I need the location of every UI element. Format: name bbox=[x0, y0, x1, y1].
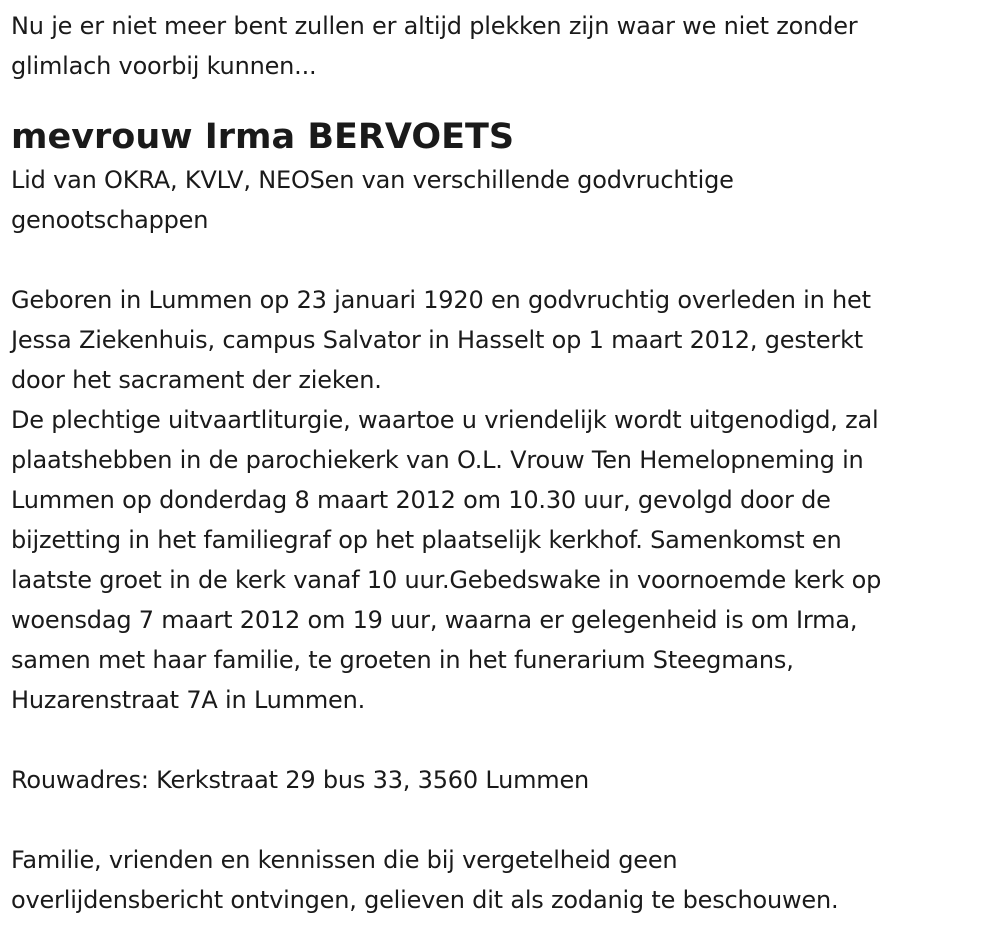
body-line: Geboren in Lummen op 23 januari 1920 en godvruchtig overleden in het bbox=[11, 286, 871, 314]
closing-line: Familie, vrienden en kennissen die bij vergetelheid geen bbox=[11, 846, 678, 874]
spacer bbox=[11, 720, 996, 760]
body-line: Lummen op donderdag 8 maart 2012 om 10.30 uur, gevolgd door de bbox=[11, 486, 831, 514]
body-line: De plechtige uitvaartliturgie, waartoe u vriendelijk wordt uitgenodigd, zal bbox=[11, 406, 879, 434]
intro-line: glimlach voorbij kunnen... bbox=[11, 52, 317, 80]
closing-line: overlijdensbericht ontvingen, gelieven dit als zodanig te beschouwen. bbox=[11, 886, 839, 914]
obituary-notice bbox=[11, 6, 996, 920]
membership-line: Lid van OKRA, KVLV, NEOSen van verschillende godvruchtige bbox=[11, 166, 734, 194]
mourning-address: Rouwadres: Kerkstraat 29 bus 33, 3560 Lummen bbox=[11, 766, 590, 794]
spacer bbox=[11, 240, 996, 280]
deceased-name: mevrouw Irma BERVOETS bbox=[11, 117, 515, 157]
body-line: door het sacrament der zieken. bbox=[11, 366, 382, 394]
body-line: samen met haar familie, te groeten in het funerarium Steegmans, bbox=[11, 646, 794, 674]
body-line: Jessa Ziekenhuis, campus Salvator in Hasselt op 1 maart 2012, gesterkt bbox=[11, 326, 863, 354]
intro-line: Nu je er niet meer bent zullen er altijd plekken zijn waar we niet zonder bbox=[11, 12, 858, 40]
body-line: woensdag 7 maart 2012 om 19 uur, waarna er gelegenheid is om Irma, bbox=[11, 606, 858, 634]
membership-line: genootschappen bbox=[11, 206, 209, 234]
body-line: bijzetting in het familiegraf op het plaatselijk kerkhof. Samenkomst en bbox=[11, 526, 842, 554]
body-line: laatste groet in de kerk vanaf 10 uur.Gebedswake in voornoemde kerk op bbox=[11, 566, 882, 594]
body-line: plaatshebben in de parochiekerk van O.L. Vrouw Ten Hemelopneming in bbox=[11, 446, 864, 474]
body-line: Huzarenstraat 7A in Lummen. bbox=[11, 686, 366, 714]
spacer bbox=[11, 800, 996, 840]
